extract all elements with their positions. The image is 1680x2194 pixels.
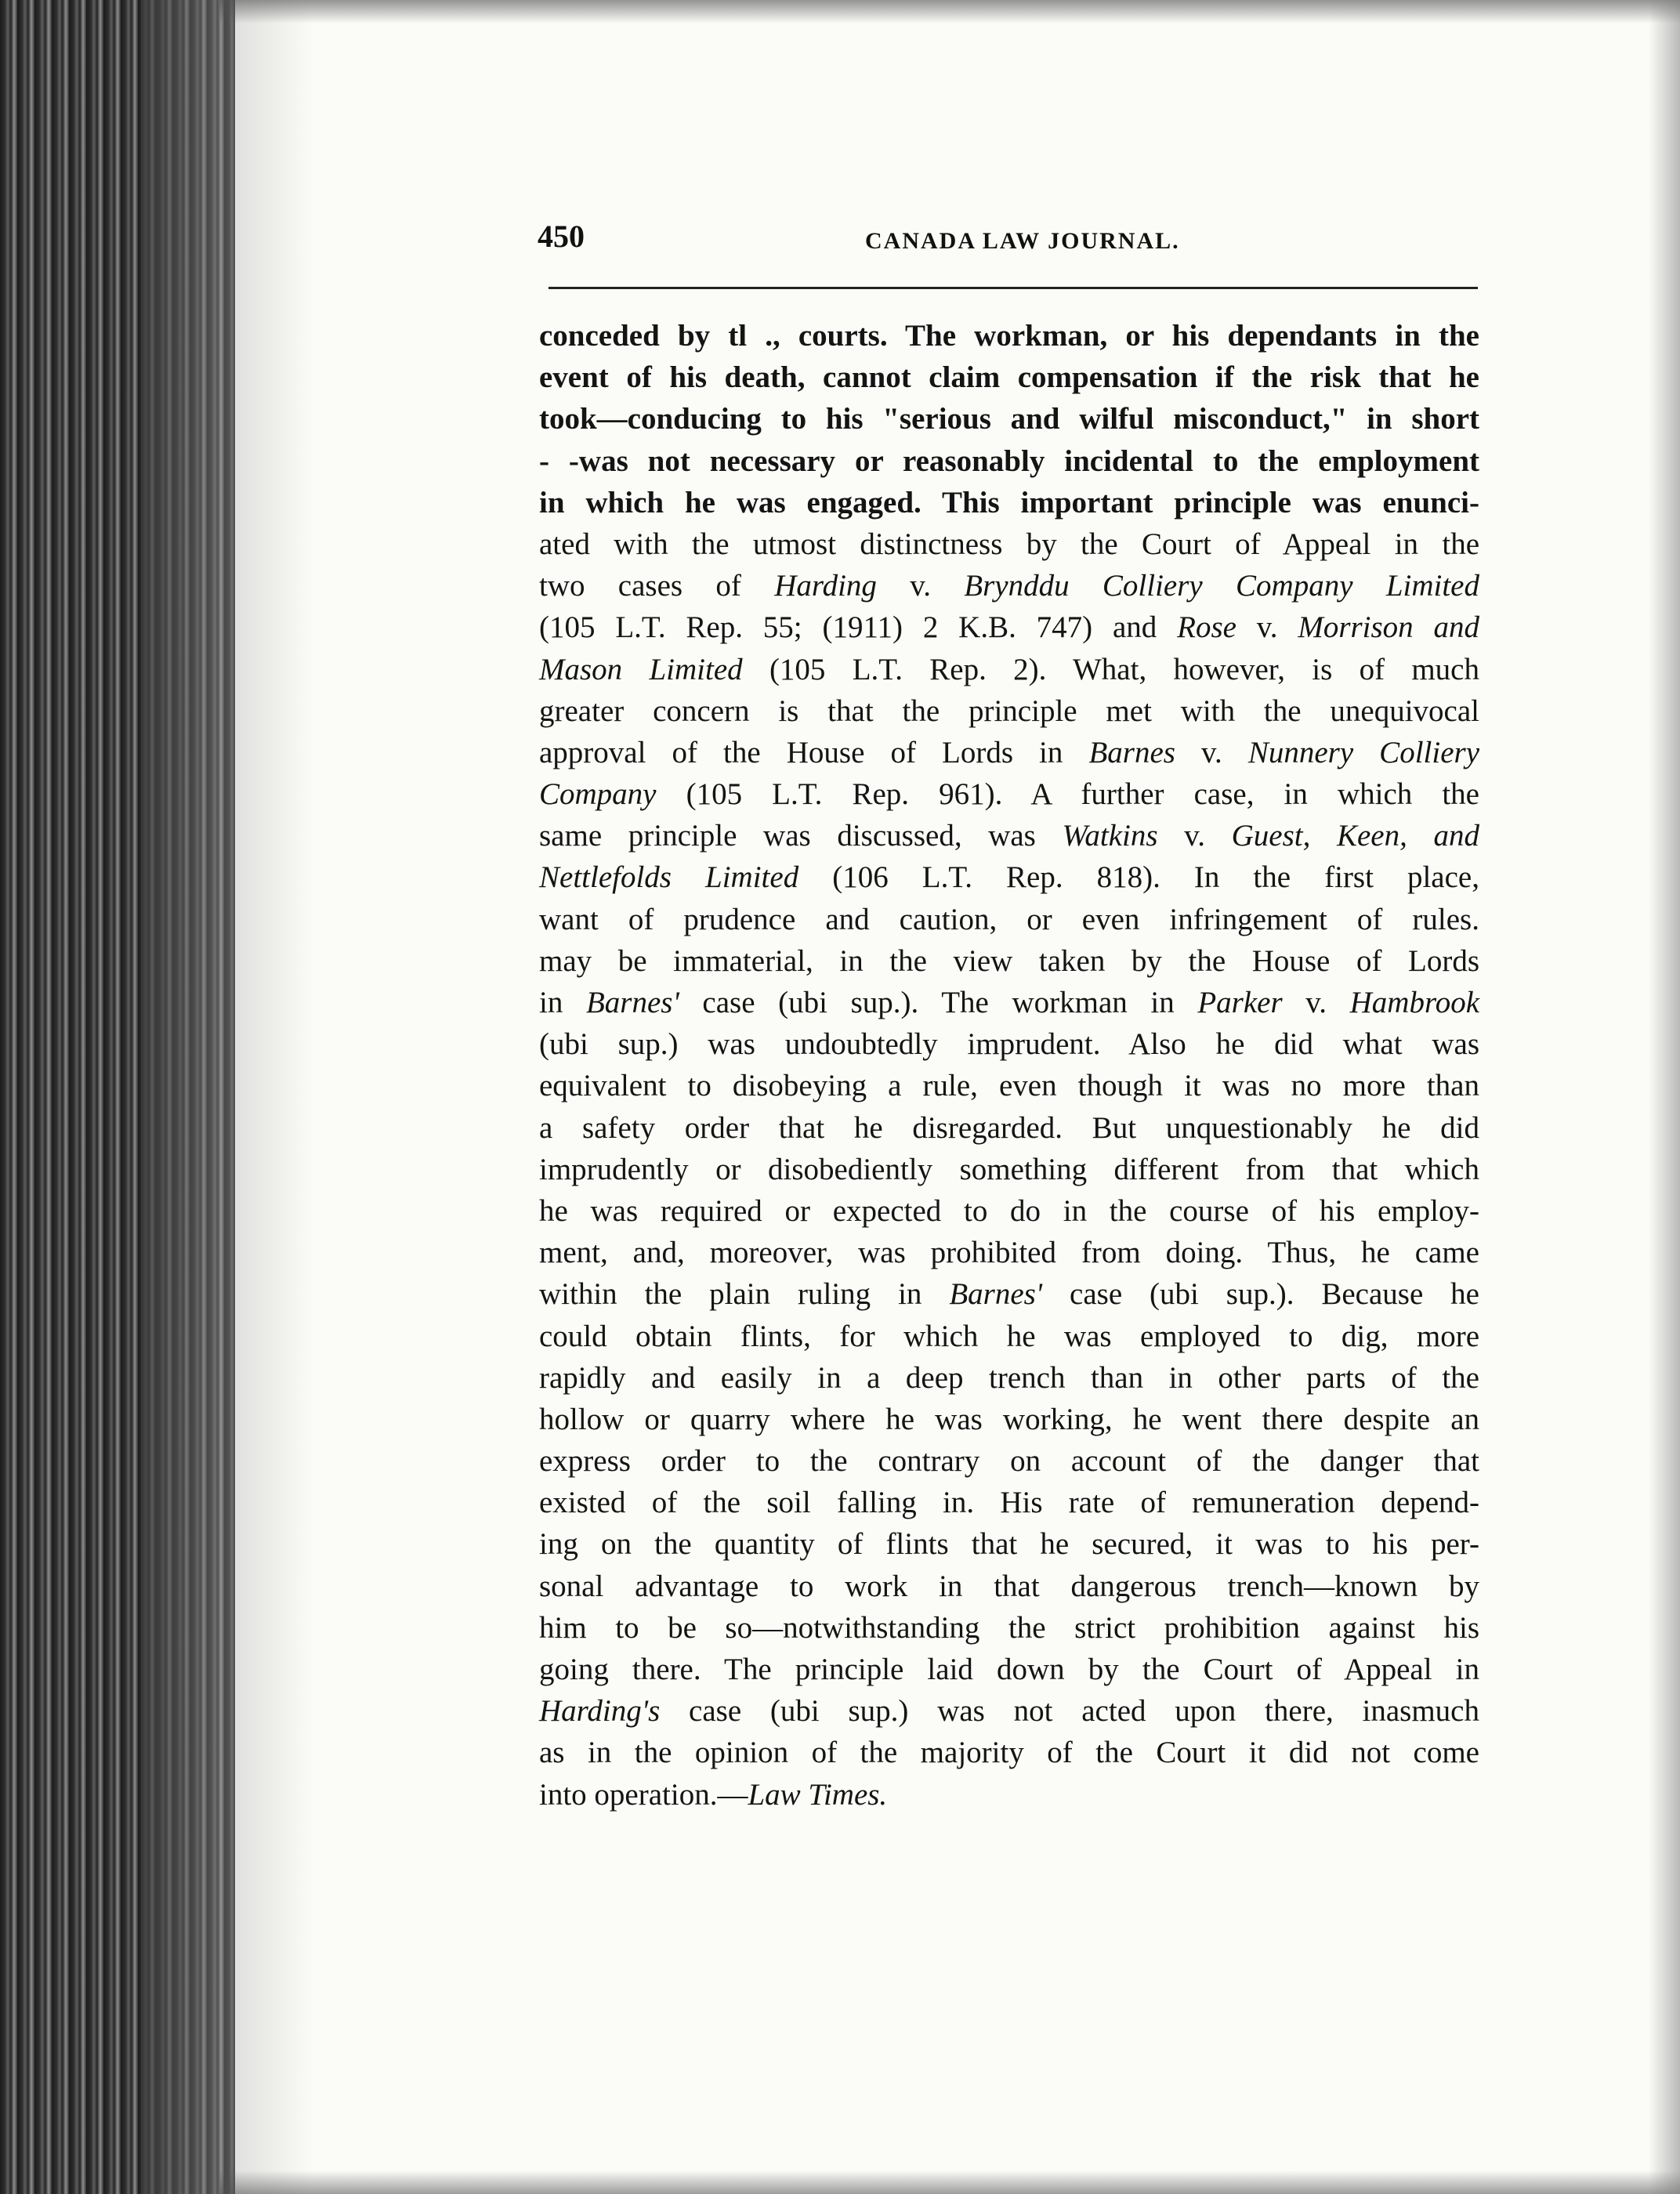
text-run: greater concern is that the principle met with the unequivocal <box>539 693 1479 728</box>
text-run: conceded by tl ., courts. The workman, or his dependants in the <box>539 319 1479 353</box>
text-run: going there. The principle laid down by the Court of Appeal in <box>539 1653 1479 1686</box>
text-run: a safety order that he disregarded. But unquestionably he did <box>539 1110 1479 1145</box>
text-line <box>539 606 1479 648</box>
text-run: ated with the utmost distinctness by the Court of Appeal in the <box>539 527 1479 561</box>
text-run: equivalent to disobeying a rule, even though it was no more than <box>539 1069 1479 1103</box>
text-line <box>539 1523 1479 1565</box>
italic-text: Morrison and <box>1298 610 1480 645</box>
italic-text: Parker <box>1197 986 1283 1019</box>
text-run: imprudently or disobediently something different from that which <box>539 1152 1479 1186</box>
text-run: as in the opinion of the majority of the Court it did not come <box>539 1736 1479 1770</box>
text-run: case (ubi sup.). Because he <box>1042 1277 1479 1312</box>
italic-text: Brynddu Colliery Company Limited <box>964 569 1479 603</box>
text-run: event of his death, cannot claim compensation if the risk that he <box>539 360 1479 395</box>
header-rule <box>549 287 1478 289</box>
text-run: him to be so—notwithstanding the strict prohibition against his <box>539 1610 1479 1645</box>
text-run: he was required or expected to do in the course of his employ- <box>539 1193 1479 1228</box>
text-run: rapidly and easily in a deep trench than in other parts of the <box>539 1360 1479 1395</box>
text-run: in which he was engaged. This important principle was enunci- <box>539 485 1479 520</box>
text-run: took—conducing to his "serious and wilful misconduct," in short <box>539 402 1479 436</box>
italic-text: Hambrook <box>1349 986 1480 1019</box>
text-run: - -was not necessary or reasonably incidental to the employment <box>539 444 1479 478</box>
text-run: in <box>539 986 586 1019</box>
text-line <box>539 1316 1479 1357</box>
text-run: same principle was discussed, was <box>539 819 1063 853</box>
text-line <box>539 1607 1479 1649</box>
gutter-shadow <box>141 0 313 2194</box>
text-line <box>539 1482 1479 1523</box>
text-run: sonal advantage to work in that dangerous trench—known by <box>539 1569 1479 1603</box>
text-run: (106 L.T. Rep. 818). In the first place, <box>798 860 1479 895</box>
text-run: may be immaterial, in the view taken by the House of Lords <box>539 943 1479 978</box>
page-bottom-edge <box>219 2170 1680 2194</box>
text-run: case (ubi sup.). The workman in <box>679 986 1198 1019</box>
text-line <box>539 1399 1479 1440</box>
text-run: ing on the quantity of flints that he secured, it was to his per- <box>539 1527 1479 1562</box>
text-line <box>539 856 1479 898</box>
page-header <box>538 213 1478 260</box>
text-line <box>539 357 1479 398</box>
italic-text: Law Times. <box>748 1777 888 1812</box>
text-line <box>539 398 1479 440</box>
text-line <box>539 1566 1479 1607</box>
text-line <box>539 565 1479 606</box>
italic-text: Barnes' <box>949 1277 1043 1312</box>
text-run: existed of the soil falling in. His rate of remuneration depend- <box>539 1486 1479 1520</box>
italic-text: Barnes' <box>585 986 679 1019</box>
text-run: into operation.— <box>539 1777 748 1812</box>
text-run: v. <box>1282 986 1350 1019</box>
text-run: within the plain ruling in <box>539 1277 950 1312</box>
text-line <box>539 1232 1479 1273</box>
text-run: case (ubi sup.) was not acted upon there, inasmuch <box>660 1694 1479 1729</box>
text-run: v. <box>1236 610 1298 645</box>
text-line <box>539 1107 1479 1149</box>
text-line <box>539 690 1479 732</box>
text-run: two cases of <box>539 569 775 603</box>
text-run: could obtain flints, for which he was employed to dig, more <box>539 1319 1479 1353</box>
text-line <box>539 1190 1479 1232</box>
text-line <box>539 1149 1479 1190</box>
text-line <box>539 1690 1479 1732</box>
text-line <box>539 1023 1479 1065</box>
text-line <box>539 440 1479 482</box>
text-run: want of prudence and caution, or even infringement of rules. <box>539 902 1479 936</box>
italic-text: Harding <box>774 569 877 603</box>
article-body <box>539 315 1479 1816</box>
text-line <box>539 773 1479 815</box>
text-line <box>539 1273 1479 1315</box>
italic-text: Company <box>539 777 657 812</box>
italic-text: Rose <box>1177 610 1236 645</box>
text-run: approval of the House of Lords in <box>539 735 1089 769</box>
italic-text: Barnes <box>1088 735 1175 769</box>
italic-text: Mason Limited <box>539 652 743 686</box>
running-head: CANADA LAW JOURNAL. <box>865 228 1180 254</box>
text-line <box>539 982 1479 1023</box>
page-number: 450 <box>538 219 585 254</box>
page-right-edge <box>1649 0 1680 2194</box>
text-line <box>539 649 1479 690</box>
text-line <box>539 732 1479 773</box>
text-line <box>539 482 1479 523</box>
text-line <box>539 1357 1479 1399</box>
text-run: (105 L.T. Rep. 961). A further case, in which the <box>656 777 1479 812</box>
text-line <box>539 523 1479 565</box>
page-top-edge <box>219 0 1680 24</box>
text-line <box>539 940 1479 982</box>
text-line <box>539 1065 1479 1106</box>
italic-text: Nettlefolds Limited <box>539 860 799 895</box>
text-line <box>539 1732 1479 1773</box>
text-run: (ubi sup.) was undoubtedly imprudent. Also he did what was <box>539 1027 1479 1062</box>
text-run: (105 L.T. Rep. 2). What, however, is of much <box>742 652 1479 686</box>
text-run: (105 L.T. Rep. 55; (1911) 2 K.B. 747) and <box>539 610 1178 645</box>
text-line <box>539 899 1479 940</box>
text-line <box>539 1774 1479 1816</box>
text-run: hollow or quarry where he was working, he went there despite an <box>539 1402 1479 1436</box>
italic-text: Watkins <box>1062 819 1158 853</box>
text-run: v. <box>1175 735 1248 769</box>
text-run: ment, and, moreover, was prohibited from doing. Thus, he came <box>539 1236 1479 1270</box>
text-run: express order to the contrary on account of the danger that <box>539 1444 1479 1479</box>
text-line <box>539 815 1479 856</box>
text-line <box>539 315 1479 357</box>
text-line <box>539 1440 1479 1482</box>
text-run: v. <box>1157 819 1232 853</box>
text-line <box>539 1649 1479 1690</box>
text-run: v. <box>876 569 965 603</box>
italic-text: Nunnery Colliery <box>1247 735 1479 769</box>
italic-text: Guest, Keen, and <box>1231 819 1479 853</box>
italic-text: Harding's <box>539 1694 661 1729</box>
